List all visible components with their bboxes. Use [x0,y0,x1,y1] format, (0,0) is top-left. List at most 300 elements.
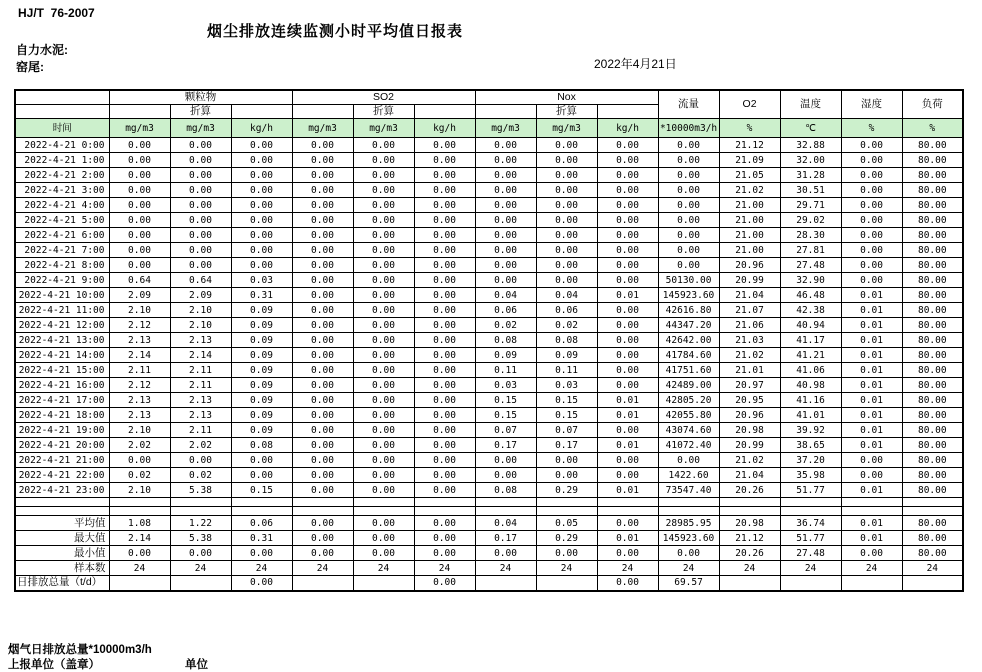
summary-value-cell: 0.01 [597,531,658,546]
value-cell: 21.00 [719,243,780,258]
value-cell: 20.96 [719,408,780,423]
summary-value-cell: 80.00 [902,516,963,531]
value-cell: 21.09 [719,153,780,168]
summary-value-cell: 24 [841,561,902,576]
value-cell: 41072.40 [658,438,719,453]
value-cell: 0.09 [231,423,292,438]
hourly-row [15,393,963,408]
value-cell: 0.00 [170,153,231,168]
value-cell: 42489.00 [658,378,719,393]
summary-value-cell: 0.06 [231,516,292,531]
value-cell: 21.04 [719,288,780,303]
value-cell: 80.00 [902,408,963,423]
empty-cell [414,498,475,507]
value-cell: 0.00 [536,198,597,213]
time-cell: 2022-4-21 0:00 [15,138,109,153]
empty-cell [719,507,780,516]
col-group-nox: Nox [475,90,658,105]
hourly-row [15,333,963,348]
summary-value-cell: 0.00 [292,531,353,546]
standard-number: HJ/T 76-2007 [18,6,95,20]
value-cell: 0.00 [231,468,292,483]
hourly-row [15,288,963,303]
value-cell: 0.00 [414,333,475,348]
value-cell: 0.00 [231,168,292,183]
so2-raw-blank [292,105,353,119]
nox-rate-blank [597,105,658,119]
hourly-row [15,363,963,378]
value-cell: 0.00 [353,198,414,213]
value-cell: 0.00 [597,198,658,213]
empty-cell [719,498,780,507]
summary-value-cell [353,576,414,591]
value-cell: 21.02 [719,348,780,363]
company-label: 自力水泥: [16,43,68,57]
value-cell: 0.00 [353,153,414,168]
value-cell: 21.03 [719,333,780,348]
value-cell: 0.00 [414,483,475,498]
empty-cell [780,498,841,507]
value-cell: 0.00 [414,273,475,288]
value-cell: 20.98 [719,423,780,438]
value-cell: 145923.60 [658,288,719,303]
value-cell: 0.00 [292,468,353,483]
value-cell: 0.00 [353,138,414,153]
summary-value-cell: 24 [414,561,475,576]
value-cell: 0.00 [414,423,475,438]
summary-value-cell: 0.00 [414,546,475,561]
value-cell: 0.00 [292,363,353,378]
value-cell: 0.00 [414,378,475,393]
empty-cell [15,507,109,516]
value-cell: 0.00 [414,198,475,213]
summary-value-cell: 0.31 [231,531,292,546]
value-cell: 0.00 [597,363,658,378]
value-cell: 0.01 [597,438,658,453]
summary-value-cell: 0.00 [597,546,658,561]
value-cell: 0.00 [231,228,292,243]
summary-value-cell: 24 [536,561,597,576]
value-cell: 42642.00 [658,333,719,348]
col-temperature: 温度 [780,90,841,119]
hourly-row [15,168,963,183]
value-cell: 29.02 [780,213,841,228]
value-cell: 0.00 [292,378,353,393]
value-cell: 0.00 [658,183,719,198]
summary-value-cell: 0.17 [475,531,536,546]
value-cell: 0.00 [475,213,536,228]
hourly-row [15,213,963,228]
value-cell: 0.01 [841,393,902,408]
summary-value-cell: 27.48 [780,546,841,561]
empty-cell [841,507,902,516]
value-cell: 0.09 [231,363,292,378]
summary-value-cell: 24 [780,561,841,576]
value-cell: 0.00 [292,303,353,318]
unit-row [15,119,963,138]
empty-cell [536,507,597,516]
value-cell: 0.00 [170,213,231,228]
value-cell: 0.00 [597,183,658,198]
value-cell: 0.00 [414,453,475,468]
time-cell: 2022-4-21 12:00 [15,318,109,333]
value-cell: 0.00 [109,258,170,273]
value-cell: 0.00 [292,243,353,258]
value-cell: 80.00 [902,333,963,348]
summary-value-cell: 24 [597,561,658,576]
value-cell: 0.00 [353,348,414,363]
value-cell: 21.00 [719,198,780,213]
col-flow: 流量 [658,90,719,119]
value-cell: 50130.00 [658,273,719,288]
time-cell: 2022-4-21 2:00 [15,168,109,183]
value-cell: 80.00 [902,168,963,183]
value-cell: 2.14 [170,348,231,363]
time-cell: 2022-4-21 9:00 [15,273,109,288]
value-cell: 40.98 [780,378,841,393]
value-cell: 0.00 [109,213,170,228]
summary-value-cell: 0.00 [658,546,719,561]
summary-value-cell: 20.98 [719,516,780,531]
value-cell: 0.00 [170,243,231,258]
value-cell: 2.02 [170,438,231,453]
hourly-row [15,423,963,438]
value-cell: 41.06 [780,363,841,378]
empty-cell [597,507,658,516]
value-cell: 0.00 [414,243,475,258]
empty-cell [170,507,231,516]
value-cell: 0.00 [353,408,414,423]
value-cell: 0.00 [597,423,658,438]
value-cell: 0.00 [475,153,536,168]
value-cell: 0.00 [658,198,719,213]
hourly-row [15,318,963,333]
value-cell: 0.00 [658,453,719,468]
summary-label: 最小值 [15,546,109,561]
header-group-row [15,90,963,105]
value-cell: 0.00 [536,228,597,243]
hourly-row [15,243,963,258]
value-cell: 0.00 [353,318,414,333]
value-cell: 0.00 [292,153,353,168]
value-cell: 0.00 [841,258,902,273]
value-cell: 0.01 [841,348,902,363]
hourly-row [15,303,963,318]
value-cell: 0.00 [353,288,414,303]
value-cell: 20.95 [719,393,780,408]
value-cell: 2.11 [170,378,231,393]
time-cell: 2022-4-21 7:00 [15,243,109,258]
value-cell: 2.09 [170,288,231,303]
summary-value-cell: 0.00 [109,546,170,561]
time-cell: 2022-4-21 3:00 [15,183,109,198]
summary-value-cell: 24 [902,561,963,576]
value-cell: 0.00 [597,213,658,228]
value-cell: 0.00 [292,348,353,363]
unit-nox-mg: mg/m3 [475,119,536,138]
value-cell: 80.00 [902,303,963,318]
summary-value-cell: 0.01 [841,531,902,546]
value-cell: 0.00 [109,153,170,168]
summary-label: 日排放总量（t/d） [15,576,109,591]
value-cell: 0.00 [658,213,719,228]
value-cell: 51.77 [780,483,841,498]
value-cell: 2.12 [109,318,170,333]
summary-value-cell: 0.00 [841,546,902,561]
value-cell: 27.48 [780,258,841,273]
value-cell: 5.38 [170,483,231,498]
unit-load-pct: % [902,119,963,138]
value-cell: 0.09 [231,408,292,423]
value-cell: 21.05 [719,168,780,183]
summary-value-cell: 145923.60 [658,531,719,546]
value-cell: 0.00 [414,153,475,168]
value-cell: 80.00 [902,138,963,153]
time-cell: 2022-4-21 10:00 [15,288,109,303]
value-cell: 0.00 [109,228,170,243]
value-cell: 80.00 [902,288,963,303]
value-cell: 0.08 [475,483,536,498]
value-cell: 0.00 [475,243,536,258]
value-cell: 28.30 [780,228,841,243]
value-cell: 0.04 [475,288,536,303]
value-cell: 80.00 [902,213,963,228]
value-cell: 0.00 [597,243,658,258]
value-cell: 21.06 [719,318,780,333]
time-cell: 2022-4-21 11:00 [15,303,109,318]
value-cell: 0.00 [597,348,658,363]
value-cell: 2.13 [170,393,231,408]
value-cell: 41784.60 [658,348,719,363]
empty-cell [414,507,475,516]
value-cell: 0.00 [231,258,292,273]
value-cell: 0.11 [536,363,597,378]
value-cell: 21.00 [719,213,780,228]
value-cell: 2.10 [109,483,170,498]
summary-value-cell: 0.00 [597,516,658,531]
unit-nox-kgh: kg/h [597,119,658,138]
unit-pm-kgh: kg/h [231,119,292,138]
value-cell: 80.00 [902,483,963,498]
value-cell: 21.00 [719,228,780,243]
value-cell: 0.00 [292,138,353,153]
time-cell: 2022-4-21 13:00 [15,333,109,348]
empty-cell [353,507,414,516]
empty-cell [231,507,292,516]
value-cell: 0.00 [414,168,475,183]
summary-value-cell [475,576,536,591]
value-cell: 0.00 [658,228,719,243]
value-cell: 29.71 [780,198,841,213]
value-cell: 0.00 [231,198,292,213]
value-cell: 0.00 [597,303,658,318]
value-cell: 0.00 [414,228,475,243]
value-cell: 2.10 [170,318,231,333]
time-cell: 2022-4-21 23:00 [15,483,109,498]
value-cell: 80.00 [902,378,963,393]
summary-value-cell [780,576,841,591]
summary-value-cell: 80.00 [902,531,963,546]
summary-value-cell: 28985.95 [658,516,719,531]
value-cell: 0.00 [292,273,353,288]
summary-value-cell: 1.08 [109,516,170,531]
value-cell: 20.97 [719,378,780,393]
summary-value-cell: 0.04 [475,516,536,531]
value-cell: 0.09 [536,348,597,363]
value-cell: 2.13 [109,393,170,408]
hourly-row [15,468,963,483]
value-cell: 0.00 [170,198,231,213]
value-cell: 0.07 [536,423,597,438]
value-cell: 0.00 [170,453,231,468]
summary-value-cell [902,576,963,591]
summary-label: 最大值 [15,531,109,546]
value-cell: 38.65 [780,438,841,453]
summary-value-cell: 51.77 [780,531,841,546]
value-cell: 0.00 [536,168,597,183]
value-cell: 80.00 [902,453,963,468]
value-cell: 21.07 [719,303,780,318]
value-cell: 2.13 [170,408,231,423]
value-cell: 0.00 [597,333,658,348]
location-label: 窑尾: [16,60,44,74]
hourly-row [15,258,963,273]
value-cell: 0.01 [597,393,658,408]
value-cell: 0.00 [475,198,536,213]
spacer-rows [15,498,963,516]
summary-value-cell: 0.00 [353,516,414,531]
col-group-pm: 颗粒物 [109,90,292,105]
value-cell: 0.15 [536,408,597,423]
value-cell: 39.92 [780,423,841,438]
value-cell: 0.08 [536,333,597,348]
value-cell: 32.88 [780,138,841,153]
value-cell: 2.11 [109,363,170,378]
unit-nox-conv-mg: mg/m3 [536,119,597,138]
value-cell: 0.01 [597,483,658,498]
value-cell: 0.09 [231,318,292,333]
value-cell: 0.00 [353,378,414,393]
time-cell: 2022-4-21 18:00 [15,408,109,423]
report-table [14,89,964,592]
summary-value-cell: 24 [109,561,170,576]
value-cell: 21.02 [719,183,780,198]
unit-so2-conv-mg: mg/m3 [353,119,414,138]
value-cell: 80.00 [902,258,963,273]
value-cell: 0.00 [414,213,475,228]
value-cell: 0.00 [414,348,475,363]
value-cell: 80.00 [902,438,963,453]
value-cell: 0.00 [475,273,536,288]
time-cell: 2022-4-21 16:00 [15,378,109,393]
value-cell: 0.00 [841,228,902,243]
value-cell: 0.00 [353,213,414,228]
value-cell: 80.00 [902,153,963,168]
summary-value-cell [841,576,902,591]
summary-value-cell: 24 [719,561,780,576]
value-cell: 41.17 [780,333,841,348]
value-cell: 2.10 [109,303,170,318]
value-cell: 0.00 [597,453,658,468]
value-cell: 0.00 [414,183,475,198]
value-cell: 0.00 [109,198,170,213]
hourly-row [15,273,963,288]
unit-pm-conv-mg: mg/m3 [170,119,231,138]
value-cell: 0.00 [597,153,658,168]
value-cell: 0.00 [353,363,414,378]
value-cell: 0.00 [292,408,353,423]
value-cell: 46.48 [780,288,841,303]
value-cell: 0.00 [414,258,475,273]
time-cell: 2022-4-21 14:00 [15,348,109,363]
value-cell: 0.02 [536,318,597,333]
summary-row [15,531,963,546]
hourly-row [15,153,963,168]
value-cell: 0.00 [292,318,353,333]
hourly-row [15,228,963,243]
col-humidity: 湿度 [841,90,902,119]
value-cell: 0.01 [841,333,902,348]
value-cell: 2.09 [109,288,170,303]
value-cell: 2.11 [170,363,231,378]
value-cell: 0.00 [170,168,231,183]
value-cell: 0.00 [841,453,902,468]
summary-value-cell: 0.29 [536,531,597,546]
value-cell: 0.00 [353,438,414,453]
value-cell: 0.00 [292,213,353,228]
value-cell: 0.02 [170,468,231,483]
empty-cell [475,498,536,507]
value-cell: 0.00 [292,198,353,213]
value-cell: 0.03 [475,378,536,393]
value-cell: 0.00 [231,183,292,198]
value-cell: 0.00 [841,198,902,213]
time-cell: 2022-4-21 22:00 [15,468,109,483]
summary-value-cell [170,576,231,591]
summary-row [15,561,963,576]
value-cell: 0.00 [414,468,475,483]
summary-value-cell: 0.00 [414,576,475,591]
empty-cell [658,507,719,516]
value-cell: 0.00 [231,243,292,258]
value-cell: 0.00 [841,168,902,183]
empty-cell [780,507,841,516]
summary-value-cell [719,576,780,591]
value-cell: 0.00 [597,168,658,183]
value-cell: 20.96 [719,258,780,273]
value-cell: 31.28 [780,168,841,183]
empty-cell [597,498,658,507]
value-cell: 21.02 [719,453,780,468]
value-cell: 0.00 [658,138,719,153]
value-cell: 2.10 [109,423,170,438]
value-cell: 0.00 [597,273,658,288]
value-cell: 32.90 [780,273,841,288]
hourly-row [15,453,963,468]
value-cell: 0.01 [841,408,902,423]
value-cell: 1422.60 [658,468,719,483]
hourly-row [15,183,963,198]
unit-temp: ℃ [780,119,841,138]
hourly-row [15,348,963,363]
value-cell: 0.08 [475,333,536,348]
value-cell: 42.38 [780,303,841,318]
unit-flow: *10000m3/h [658,119,719,138]
value-cell: 80.00 [902,423,963,438]
value-cell: 0.04 [536,288,597,303]
unit-so2-kgh: kg/h [414,119,475,138]
value-cell: 0.00 [109,243,170,258]
